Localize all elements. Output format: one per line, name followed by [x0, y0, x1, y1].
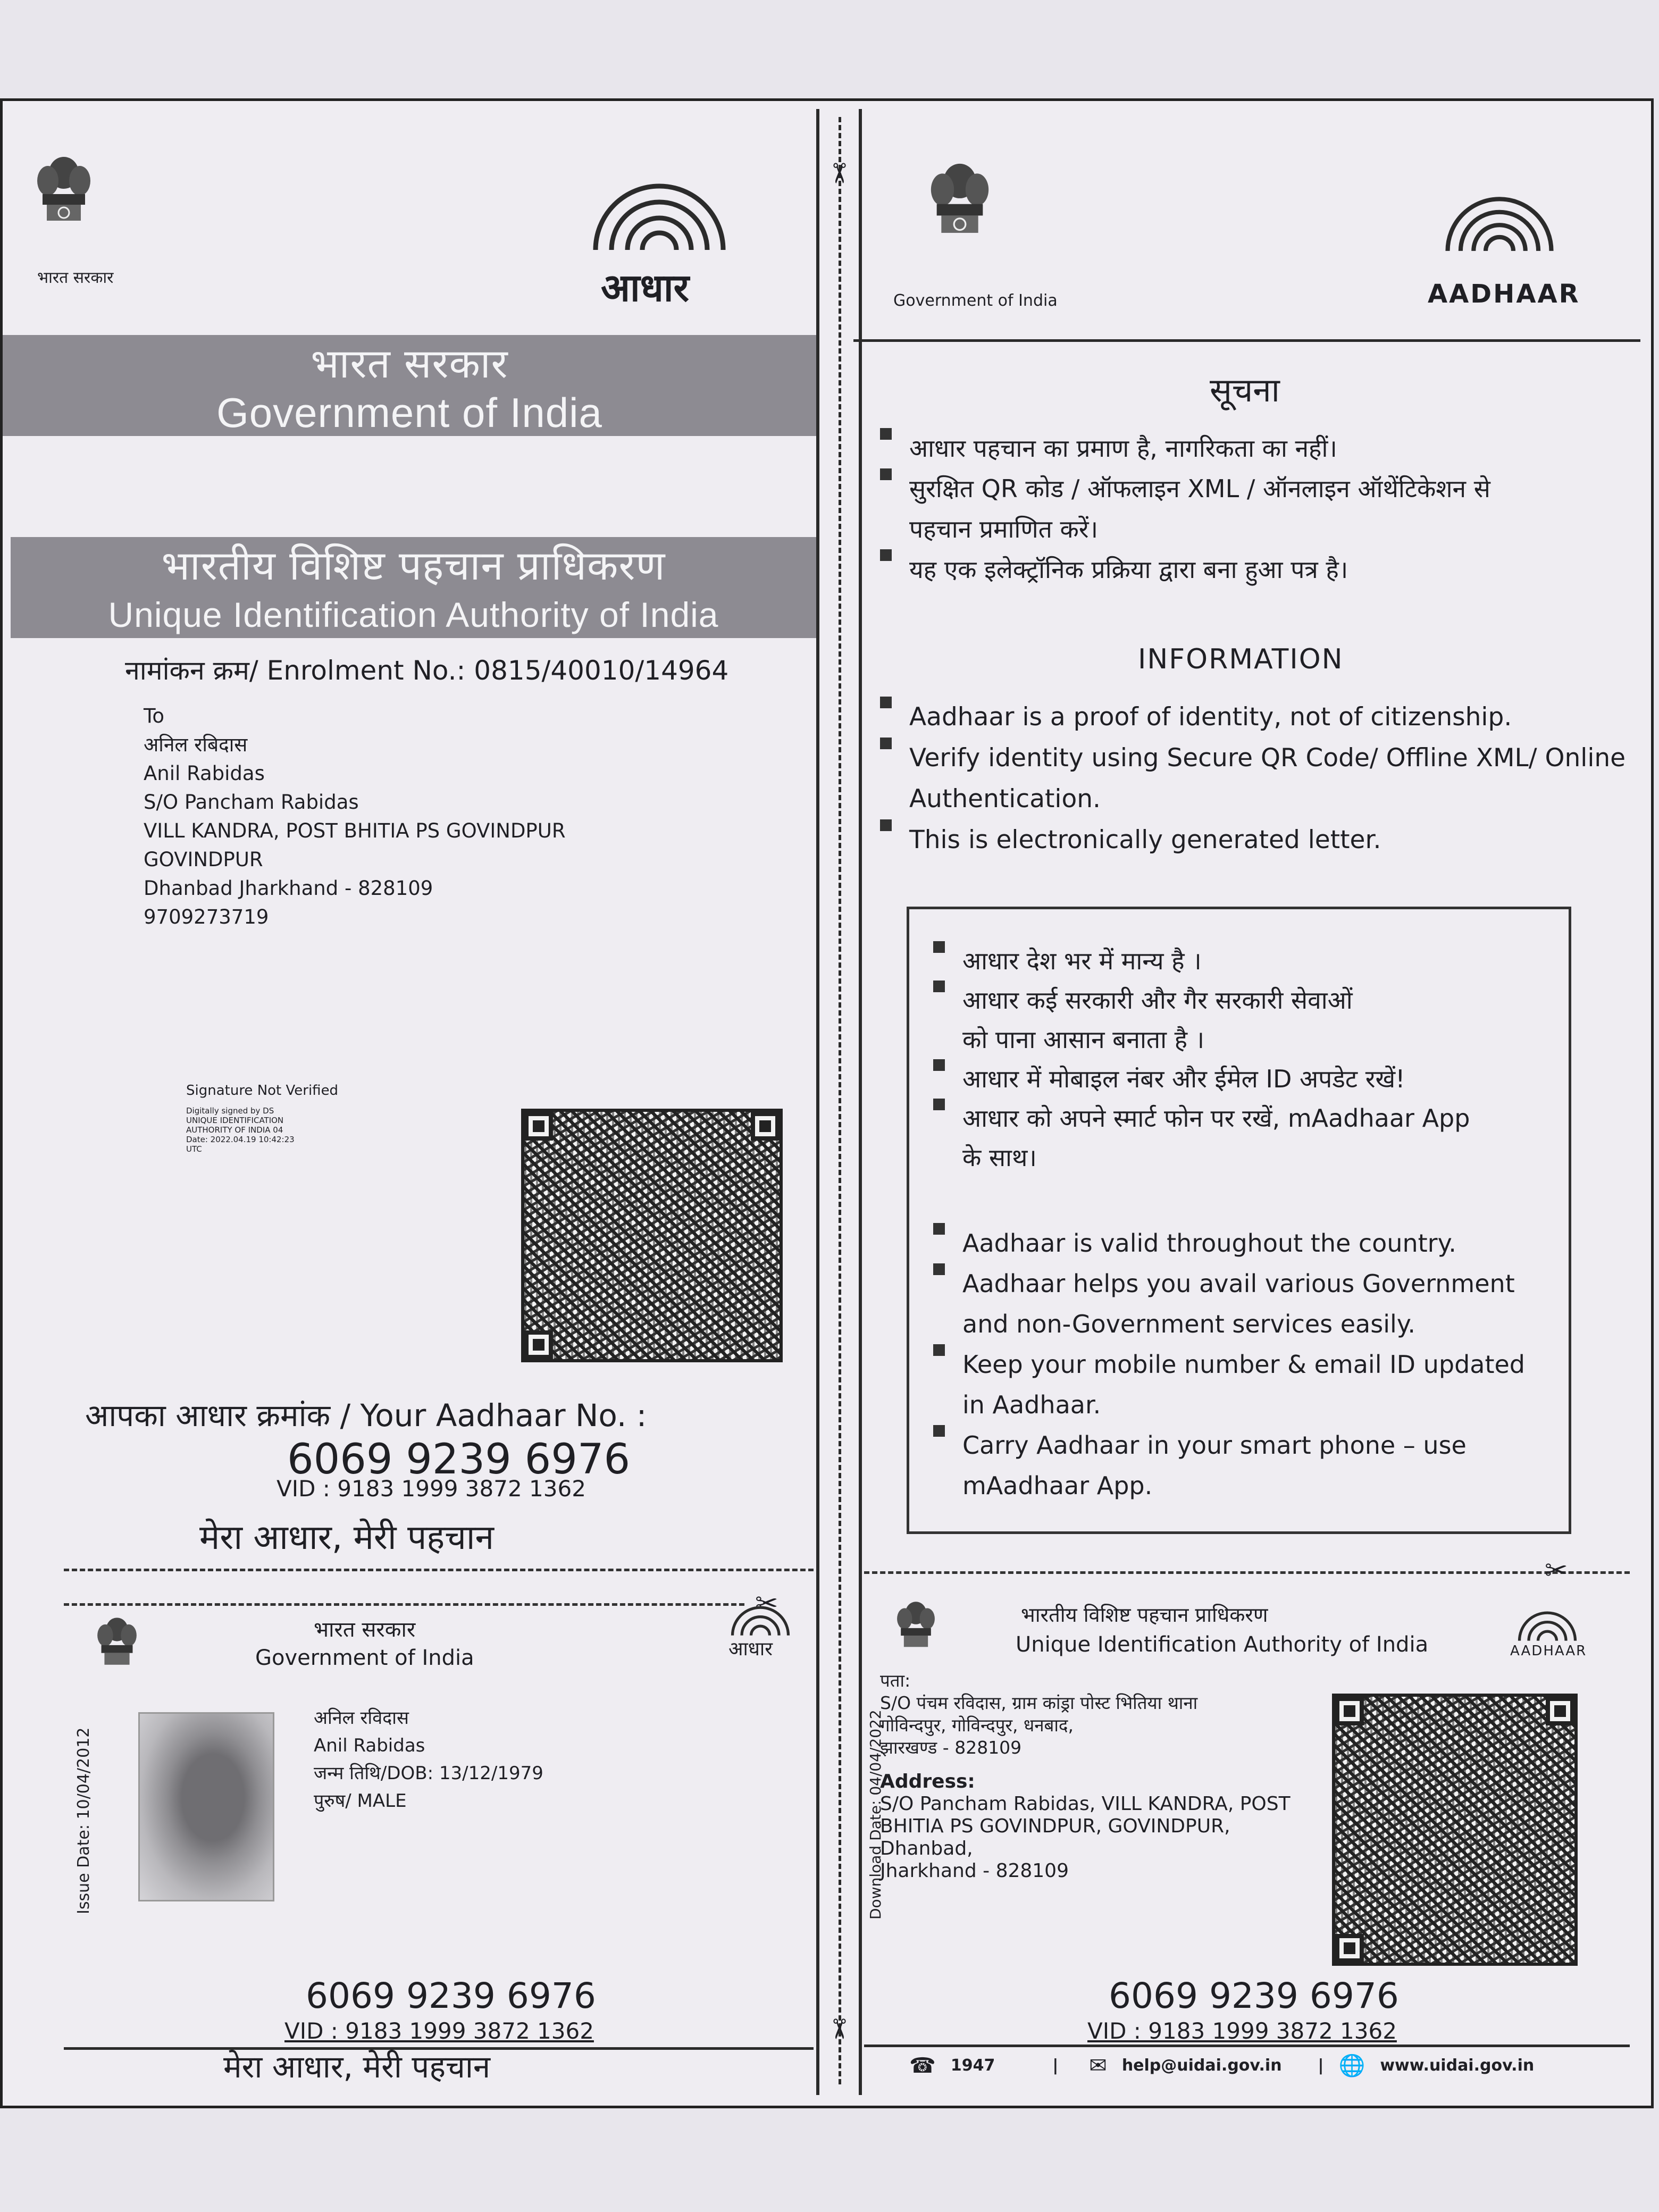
- address-line-2: GOVINDPUR: [144, 848, 263, 871]
- address-line: Dhanbad,: [880, 1838, 973, 1859]
- aadhaar-logo-text-english: AADHAAR: [1428, 279, 1580, 309]
- center-border-right: [859, 109, 862, 2095]
- signature-line-4: Date: 2022.04.19 10:42:23: [186, 1135, 295, 1144]
- scissors-icon: ✂: [822, 162, 854, 185]
- gov-band-english: Government of India: [216, 389, 602, 436]
- box-item: आधार देश भर में मान्य है ।: [933, 941, 1470, 981]
- address-line: S/O Pancham Rabidas, VILL KANDRA, POST: [880, 1793, 1291, 1815]
- benefits-hindi-list: [933, 941, 1470, 1177]
- card-logo-text-english: AADHAAR: [1510, 1643, 1587, 1659]
- card-slogan: मेरा आधार, मेरी पहचान: [223, 2049, 491, 2085]
- address-hindi-line: झारखण्ड - 828109: [880, 1737, 1022, 1758]
- aadhaar-number-label: आपका आधार क्रमांक / Your Aadhaar No. :: [85, 1397, 647, 1434]
- uidai-band-hindi: भारतीय विशिष्ट पहचान प्राधिकरण: [161, 542, 666, 589]
- box-item-cont: mAadhaar App.: [962, 1471, 1153, 1500]
- box-item: Keep your mobile number & email ID updated: [933, 1344, 1525, 1385]
- box-item: Aadhaar is valid throughout the country.: [933, 1223, 1525, 1263]
- card-uidai-english: Unique Identification Authority of India: [1016, 1632, 1429, 1657]
- signature-line-2: UNIQUE IDENTIFICATION: [186, 1116, 284, 1125]
- uidai-band: [11, 537, 816, 638]
- notice-item: आधार पहचान का प्रमाण है, नागरिकता का नहीं।: [880, 428, 1490, 468]
- qr-code: [521, 1109, 783, 1362]
- notice-title: सूचना: [1210, 371, 1280, 409]
- box-item-cont: and non-Government services easily.: [962, 1310, 1416, 1338]
- gov-of-india-band: [3, 335, 816, 436]
- card-uidai-hindi: भारतीय विशिष्ट पहचान प्राधिकरण: [1021, 1603, 1268, 1627]
- footer-email[interactable]: help@uidai.gov.in: [1121, 2056, 1282, 2075]
- holder-details: [314, 1704, 543, 1815]
- address-line: Jharkhand - 828109: [880, 1860, 1069, 1882]
- holder-gender: पुरुष/ MALE: [314, 1790, 407, 1812]
- gov-band-hindi: भारत सरकार: [311, 340, 508, 387]
- cut-line: [64, 1569, 814, 1571]
- holder-name-hindi: अनिल रविदास: [314, 1707, 409, 1729]
- aadhaar-fingerprint-logo-icon: [1510, 1606, 1585, 1643]
- address-label: Address:: [880, 1771, 975, 1792]
- address-name: Anil Rabidas: [144, 762, 265, 785]
- aadhaar-number: 6069 9239 6976: [287, 1436, 631, 1484]
- notice-list: [880, 428, 1490, 590]
- card-vid-number: VID : 9183 1999 3872 1362: [284, 2018, 594, 2044]
- info-item: Aadhaar is a proof of identity, not of citizenship.: [880, 697, 1626, 738]
- box-item: आधार को अपने स्मार्ट फोन पर रखें, mAadhaar App: [933, 1099, 1470, 1138]
- aadhaar-logo-text: आधार: [601, 265, 689, 310]
- issue-date: Issue Date: 10/04/2012: [74, 1727, 93, 1914]
- footer-separator: |: [1052, 2056, 1059, 2075]
- notice-item: यह एक इलेक्ट्रॉनिक प्रक्रिया द्वारा बना हुआ पत्र है।: [880, 549, 1490, 590]
- footer-separator: |: [1318, 2056, 1324, 2075]
- card-aadhaar-number: 6069 9239 6976: [306, 1975, 596, 2016]
- vid-number: VID : 9183 1999 3872 1362: [276, 1476, 586, 1502]
- globe-icon: 🌐: [1338, 2054, 1365, 2078]
- address-label-hindi: पता:: [880, 1670, 911, 1691]
- address-line-1: VILL KANDRA, POST BHITIA PS GOVINDPUR: [144, 819, 566, 842]
- address-block: [144, 702, 566, 932]
- ashoka-emblem-icon: [925, 157, 994, 269]
- notice-item-cont: पहचान प्रमाणित करें।: [909, 515, 1099, 543]
- enrolment-number: नामांकन क्रम/ Enrolment No.: 0815/40010/14964: [125, 655, 729, 686]
- benefits-english-list: [933, 1223, 1525, 1506]
- card-address-english: [880, 1771, 1291, 1882]
- info-item: Verify identity using Secure QR Code/ Offline XML/ Online: [880, 738, 1626, 778]
- email-icon: ✉: [1089, 2054, 1107, 2078]
- information-title: INFORMATION: [1138, 643, 1344, 675]
- box-item-cont: के साथ।: [962, 1143, 1037, 1172]
- address-hindi-line: गोविन्दपुर, गोविन्दपुर, धनबाद,: [880, 1715, 1074, 1736]
- aadhaar-fingerprint-logo-icon: [723, 1601, 798, 1638]
- scissors-icon: ✂: [822, 2017, 854, 2041]
- box-item: Aadhaar helps you avail various Government: [933, 1263, 1525, 1304]
- slogan: मेरा आधार, मेरी पहचान: [199, 1518, 495, 1557]
- card-vid-number-right: VID : 9183 1999 3872 1362: [1087, 2018, 1397, 2044]
- ashoka-emblem-icon: [893, 1598, 939, 1670]
- card-aadhaar-number-right: 6069 9239 6976: [1109, 1975, 1399, 2016]
- card-footer-rule: [864, 2045, 1630, 2047]
- aadhaar-fingerprint-logo-icon: [1430, 183, 1569, 258]
- uidai-band-english: Unique Identification Authority of India: [108, 595, 719, 634]
- info-item: This is electronically generated letter.: [880, 819, 1626, 860]
- signature-line-5: UTC: [186, 1144, 202, 1154]
- card-qr-code: [1332, 1694, 1578, 1966]
- signature-line-3: AUTHORITY OF INDIA 04: [186, 1125, 283, 1135]
- information-list: [880, 697, 1626, 860]
- signature-status: Signature Not Verified: [186, 1083, 339, 1099]
- scissors-icon: ✂: [755, 1588, 778, 1620]
- emblem-caption-english: Government of India: [893, 291, 1058, 310]
- ashoka-emblem-icon: [93, 1614, 141, 1688]
- box-item: आधार में मोबाइल नंबर और ईमेल ID अपडेट रखें!: [933, 1059, 1470, 1099]
- box-item-cont: in Aadhaar.: [962, 1390, 1101, 1419]
- address-hindi-line: S/O पंचम रविदास, ग्राम कांड्रा पोस्ट भितिया थाना: [880, 1692, 1198, 1713]
- info-item-cont: Authentication.: [909, 784, 1101, 814]
- holder-dob: जन्म तिथि/DOB: 13/12/1979: [314, 1763, 543, 1784]
- card-footer: [909, 2052, 1534, 2079]
- footer-phone: 1947: [950, 2056, 995, 2075]
- address-phone: 9709273719: [144, 906, 269, 928]
- box-item: Carry Aadhaar in your smart phone – use: [933, 1425, 1525, 1465]
- box-item-cont: को पाना आसान बनाता है ।: [962, 1025, 1205, 1054]
- emblem-caption: भारत सरकार: [37, 269, 114, 287]
- address-to: To: [144, 705, 164, 727]
- card-gov-english: Government of India: [255, 1646, 474, 1670]
- cut-line: [864, 1571, 1630, 1574]
- download-date: Download Date: 04/04/2022: [867, 1710, 884, 1920]
- digital-signature-block: [186, 1085, 338, 1154]
- footer-website[interactable]: www.uidai.gov.in: [1380, 2056, 1535, 2075]
- right-header-rule: [853, 339, 1640, 342]
- address-line-3: Dhanbad Jharkhand - 828109: [144, 877, 433, 900]
- box-item: आधार कई सरकारी और गैर सरकारी सेवाओं: [933, 981, 1470, 1020]
- cut-line: [64, 1603, 744, 1606]
- center-cut-line: [839, 117, 841, 2084]
- address-line: BHITIA PS GOVINDPUR, GOVINDPUR,: [880, 1815, 1230, 1837]
- signature-line-1: Digitally signed by DS: [186, 1106, 274, 1116]
- holder-name: Anil Rabidas: [314, 1735, 425, 1756]
- holder-photo: [138, 1712, 274, 1901]
- phone-icon: ☎: [909, 2054, 936, 2078]
- aadhaar-fingerprint-logo-icon: [574, 170, 744, 255]
- card-address-hindi: [880, 1670, 1197, 1759]
- card-gov-hindi: भारत सरकार: [314, 1618, 416, 1642]
- notice-item: सुरक्षित QR कोड / ऑफलाइन XML / ऑनलाइन ऑथेंटिकेशन से: [880, 468, 1490, 509]
- ashoka-emblem-icon: [32, 152, 96, 253]
- scissors-icon: ✂: [1545, 1555, 1568, 1587]
- center-border-left: [816, 109, 819, 2095]
- address-relation: S/O Pancham Rabidas: [144, 791, 359, 814]
- card-logo-text: आधार: [728, 1638, 773, 1660]
- address-name-hindi: अनिल रबिदास: [144, 733, 248, 756]
